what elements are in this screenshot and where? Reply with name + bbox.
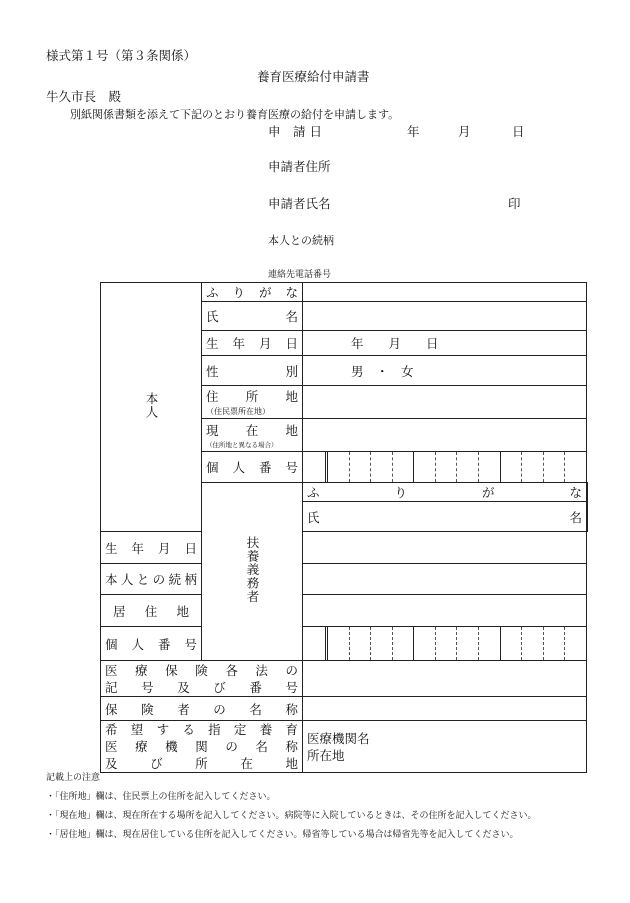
- patient-birthdate-units: 年 月 日: [351, 336, 439, 351]
- application-table: [100, 282, 588, 773]
- applicant-name-label: 申請者氏名: [268, 196, 331, 211]
- patient-section-header: [101, 283, 202, 532]
- insurer-name-field[interactable]: [303, 697, 587, 721]
- patient-sex-field[interactable]: [303, 356, 587, 386]
- patient-birthdate-field[interactable]: [303, 331, 587, 356]
- guardian-relationship-field[interactable]: [303, 564, 587, 595]
- form-number: 様式第１号（第３条関係）: [46, 48, 197, 63]
- facility-name-label: 医療機関名: [307, 730, 370, 746]
- patient-individual-number-field[interactable]: [303, 452, 587, 483]
- patient-individual-number-label: 個 人 番 号: [202, 452, 303, 483]
- document-title: 養育医療給付申請書: [257, 69, 370, 84]
- note-item-3: ・「居住地」欄は、現在居住している住所を記入してください。帰省等している場合は帰省先等を記入してください。: [46, 830, 519, 840]
- year-label: 年: [407, 124, 420, 139]
- insurance-number-field[interactable]: [303, 661, 587, 697]
- facility-field[interactable]: [303, 721, 587, 773]
- day-label: 日: [512, 124, 525, 139]
- intro-text: 別紙関係書類を添えて下記のとおり養育医療の給付を申請します。: [70, 108, 400, 121]
- facility-label-line3: 及 び 所 在 地: [105, 756, 298, 771]
- notes-heading: 記載上の注意: [46, 773, 101, 783]
- patient-section-label: 本人: [144, 392, 159, 419]
- patient-name-field[interactable]: [303, 302, 587, 331]
- patient-address-sublabel: （住民票所在地）: [206, 407, 270, 416]
- phone-label: 連絡先電話番号: [268, 270, 332, 280]
- insurance-label-line2: 記 号 及 び 番 号: [105, 679, 298, 695]
- facility-label-line2: 医 療 機 関 の 名 称: [105, 739, 298, 754]
- guardian-residence-field[interactable]: [303, 595, 587, 627]
- guardian-number-boxes: [303, 627, 586, 660]
- patient-address-label: 住 所 地 （住民票所在地）: [202, 386, 303, 419]
- guardian-section-label: 扶養義務者: [245, 536, 260, 604]
- note-item-2: ・「現在地」欄は、現在所在する場所を記入してください。病院等に入院しているときは、その住所を記入してください。: [46, 811, 537, 821]
- guardian-name-field[interactable]: [587, 502, 588, 532]
- patient-address-field[interactable]: [303, 386, 587, 419]
- patient-number-boxes: [303, 452, 586, 482]
- patient-birthdate-label: 生 年 月 日: [202, 331, 303, 356]
- seal-mark: 印: [508, 196, 521, 211]
- guardian-individual-number-label: 個 人 番 号: [101, 627, 202, 661]
- patient-current-location-label: 現 在 地 （住所地と異なる場合）: [202, 419, 303, 452]
- insurer-name-label: 保 険 者 の 名 称: [101, 697, 303, 721]
- application-date-label: 申 請 日: [268, 124, 322, 139]
- addressee: 牛久市長 殿: [46, 89, 122, 104]
- guardian-section-header: [202, 483, 303, 661]
- guardian-name-label: 氏 名: [303, 502, 587, 532]
- guardian-furigana-field[interactable]: [587, 483, 588, 502]
- facility-label-line1: 希 望 す る 指 定 養 育: [105, 722, 298, 737]
- patient-furigana-label: ふ り が な: [202, 283, 303, 302]
- insurance-number-label: [101, 661, 303, 697]
- guardian-residence-label: 居 住 地: [101, 595, 202, 627]
- patient-current-location-field[interactable]: [303, 419, 587, 452]
- guardian-individual-number-field[interactable]: [303, 627, 587, 661]
- applicant-address-label: 申請者住所: [268, 159, 331, 174]
- insurance-label-line1: 医 療 保 険 各 法 の: [105, 662, 298, 678]
- facility-label: [101, 721, 303, 773]
- patient-current-location-sublabel: （住所地と異なる場合）: [206, 441, 278, 449]
- patient-sex-options: 男 ・ 女: [351, 363, 414, 379]
- relationship-label: 本人との続柄: [268, 234, 334, 247]
- facility-location-label: 所在地: [307, 747, 345, 763]
- patient-sex-label: 性 別: [202, 356, 303, 386]
- guardian-relationship-label: 本 人 と の 続 柄: [101, 564, 202, 595]
- patient-furigana-field[interactable]: [303, 283, 587, 302]
- guardian-birthdate-label: 生 年 月 日: [101, 532, 202, 564]
- patient-name-label: 氏 名: [202, 302, 303, 331]
- guardian-birthdate-field[interactable]: [303, 532, 587, 564]
- guardian-furigana-label: ふ り が な: [303, 483, 587, 502]
- month-label: 月: [458, 124, 471, 139]
- note-item-1: ・「住所地」欄は、住民票上の住所を記入してください。: [46, 792, 276, 802]
